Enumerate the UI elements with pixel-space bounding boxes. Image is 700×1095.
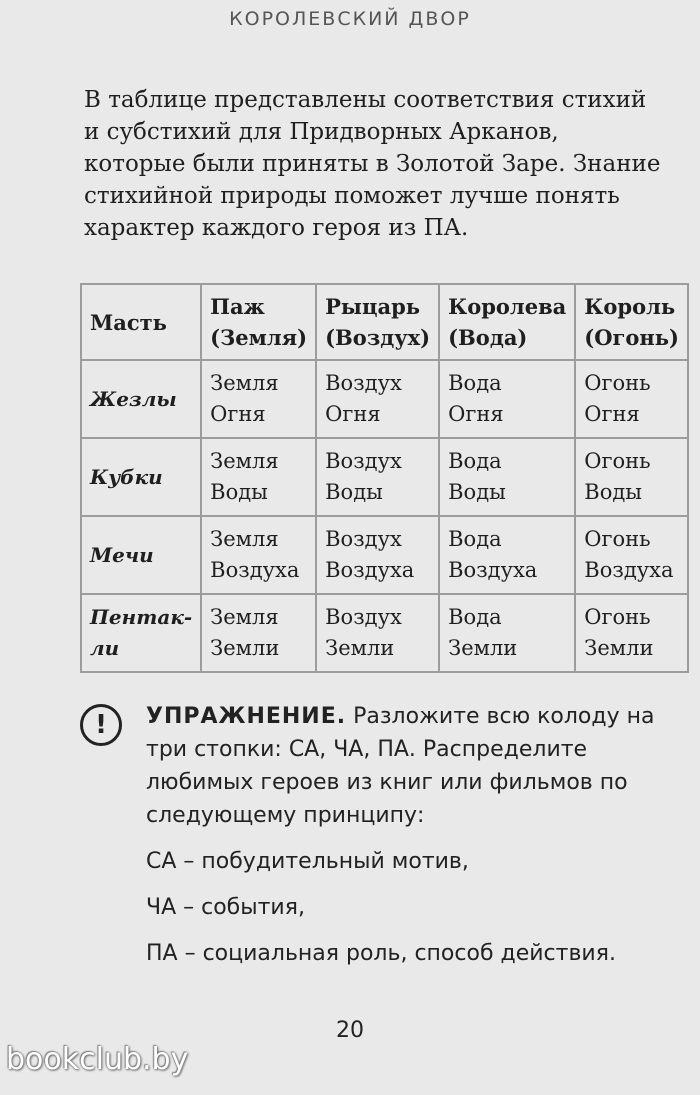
cell-line: Огня	[325, 402, 381, 426]
column-header-element: (Воздух)	[325, 325, 431, 350]
table-cell	[201, 360, 316, 438]
cell-line: Воды	[448, 480, 506, 504]
exercise-block	[80, 700, 666, 970]
cell-line: Огня	[210, 402, 266, 426]
running-head: КОРОЛЕВСКИЙ ДВОР	[229, 8, 471, 30]
exercise-line-cha: ЧА – события,	[146, 895, 305, 920]
cell-line: Воды	[584, 480, 643, 504]
table-cell	[201, 438, 316, 516]
cell-line: Земля	[210, 449, 279, 473]
cell-line: Воздух	[325, 605, 402, 629]
table-cell	[316, 438, 439, 516]
table-cell	[575, 438, 688, 516]
table-cell	[316, 516, 439, 594]
cell-line: Вода	[448, 605, 502, 629]
column-header-suit	[81, 284, 201, 360]
exclamation-circle-icon: !	[80, 704, 122, 746]
cell-line: Огня	[448, 402, 504, 426]
table-cell	[439, 438, 575, 516]
cell-line: Земли	[210, 636, 280, 660]
column-header-element: (Вода)	[448, 325, 528, 350]
table-header-row	[81, 284, 688, 360]
cell-line: Огня	[584, 402, 640, 426]
table-cell	[439, 594, 575, 672]
table-cell	[575, 516, 688, 594]
cell-line: Воздух	[325, 527, 402, 551]
table-row-swords	[81, 516, 688, 594]
cell-line: Земля	[210, 527, 279, 551]
table-cell	[439, 516, 575, 594]
cell-line: Воздуха	[325, 558, 415, 582]
exercise-line-sa: СА – побудительный мотив,	[146, 849, 469, 874]
row-header-suit: Мечи	[81, 516, 201, 594]
column-header-label: Король	[584, 294, 676, 319]
cell-line: Огонь	[584, 605, 651, 629]
column-header-knight	[316, 284, 439, 360]
table-cell	[439, 360, 575, 438]
row-header-suit: Кубки	[81, 438, 201, 516]
cell-line: Воды	[325, 480, 383, 504]
cell-line: Земли	[448, 636, 518, 660]
column-header-label: Королева	[448, 294, 567, 319]
table-cell	[575, 360, 688, 438]
cell-line: Воздух	[325, 449, 402, 473]
page-number: 20	[336, 1018, 364, 1043]
cell-line: Земля	[210, 605, 279, 629]
column-header-label: Рыцарь	[325, 294, 421, 319]
column-header-element: (Огонь)	[584, 325, 679, 350]
cell-line: Вода	[448, 371, 502, 395]
exercise-paragraph	[146, 700, 666, 832]
cell-line: Воздуха	[584, 558, 674, 582]
cell-line: Воздуха	[210, 558, 300, 582]
cell-line: Воздуха	[448, 558, 538, 582]
table-cell	[201, 516, 316, 594]
cell-line: Огонь	[584, 527, 651, 551]
cell-line: Воды	[210, 480, 268, 504]
row-header-suit: Пентак-ли	[81, 594, 201, 672]
column-header-queen	[439, 284, 575, 360]
cell-line: Земли	[325, 636, 395, 660]
cell-line: Вода	[448, 527, 502, 551]
table-row-cups	[81, 438, 688, 516]
cell-line: Земля	[210, 371, 279, 395]
watermark: bookclub.by	[6, 1042, 189, 1077]
correspondence-table	[80, 283, 689, 673]
exercise-line-pa: ПА – социальная роль, способ действия.	[146, 941, 616, 966]
table-cell	[575, 594, 688, 672]
table-row-wands	[81, 360, 688, 438]
column-header-king	[575, 284, 688, 360]
exercise-title: УПРАЖНЕНИЕ.	[146, 704, 347, 729]
cell-line: Огонь	[584, 449, 651, 473]
exercise-text: Разложите всю колоду на три стопки: СА, ЧА, ПА. Распределите любимых героев из книг или фильмов по следующему принципу:	[146, 704, 655, 828]
column-header-label: Масть	[90, 309, 167, 335]
intro-paragraph: В таблице представлены соответствия стихий и субстихий для Придворных Арканов, которые были приняты в Золотой Заре. Знание стихийной природы поможет лучше понять характер каждого героя из ПА.	[84, 87, 661, 241]
row-header-suit: Жезлы	[81, 360, 201, 438]
cell-line: Земли	[584, 636, 654, 660]
cell-line: Огонь	[584, 371, 651, 395]
column-header-page	[201, 284, 316, 360]
column-header-label: Паж	[210, 294, 265, 319]
cell-line: Воздух	[325, 371, 402, 395]
table-row-pentacles	[81, 594, 688, 672]
table-cell	[316, 594, 439, 672]
table-cell	[201, 594, 316, 672]
column-header-element: (Земля)	[210, 325, 308, 350]
cell-line: Вода	[448, 449, 502, 473]
table-cell	[316, 360, 439, 438]
